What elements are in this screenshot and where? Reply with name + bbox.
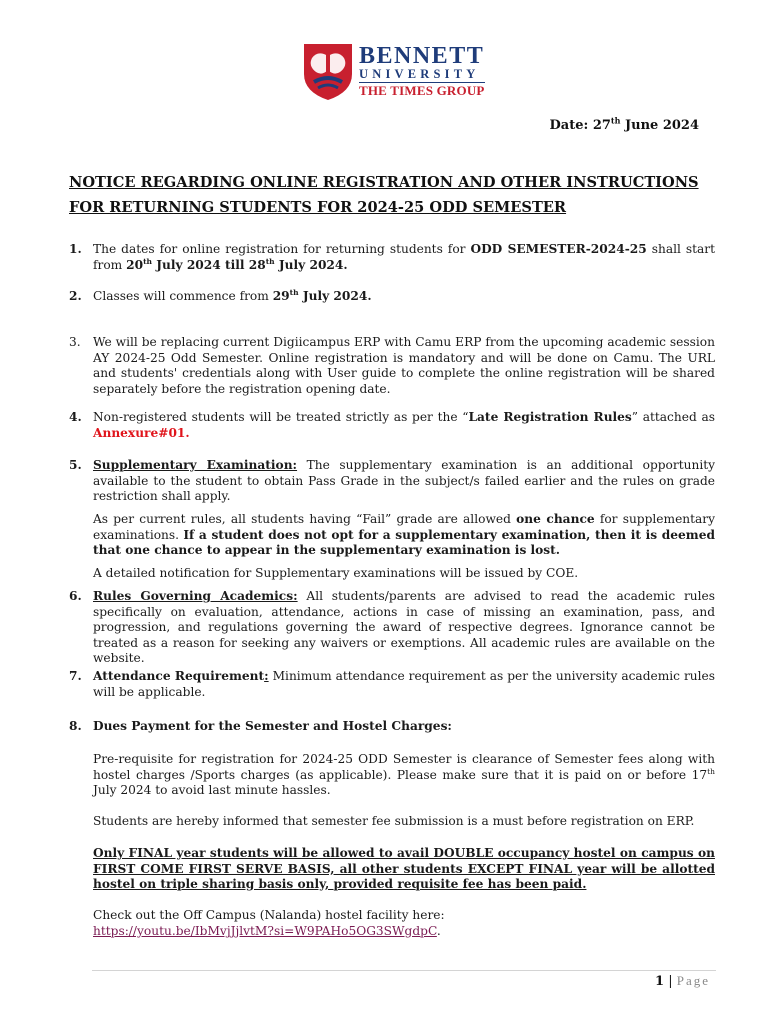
- annexure-link[interactable]: Annexure#01: [93, 425, 186, 440]
- list-item-7: 7. Attendance Requirement: Minimum attendance requirement as per the university academic rules will be applicable.: [69, 669, 715, 699]
- logo-subtitle: UNIVERSITY: [359, 68, 485, 83]
- notice-date: Date: 27th June 2024: [549, 115, 699, 133]
- hostel-video-link[interactable]: https://youtu.be/IbMvjJjlvtM?si=W9PAHo5OG3SWgdpC: [93, 924, 437, 938]
- list-item-6: 6. Rules Governing Academics: All students/parents are advised to read the academic rules specifically on evaluation, attendance, actions in case of missing an examination, pass, and progression, and regulations governing the award of respective degrees. Ignorance cannot be treated as a reason for seeking any waivers or exemptions. All academic rules are available on the website.: [69, 589, 715, 665]
- supplementary-notification: A detailed notification for Supplementary examinations will be issued by COE.: [93, 566, 579, 580]
- list-item-2: 2. Classes will commence from 29th July 2024.: [69, 287, 372, 303]
- list-item-5: 5. Supplementary Examination: The supplementary examination is an additional opportunity available to the student to obtain Pass Grade in the subject/s failed earlier and the rules on grade restriction shall apply.: [69, 458, 716, 503]
- logo-group: THE TIMES GROUP: [359, 83, 485, 98]
- list-item-3: 3. We will be replacing current Digiicampus ERP with Camu ERP from the upcoming academic session AY 2024-25 Odd Semester. Online registration is mandatory and will be done on Camu. The URL and students' credentials along with User guide to complete the online registration will be shared separately before the registration opening date.: [69, 335, 715, 396]
- list-item-4: 4. Non-registered students will be treated strictly as per the “Late Registration Rules” attached as Annexure#01.: [69, 410, 715, 440]
- university-logo: [300, 40, 500, 104]
- logo-name: BENNETT: [359, 43, 485, 69]
- supplementary-rules-paragraph: As per current rules, all students having “Fail” grade are allowed one chance for supplementary examinations. If a student does not opt for a supplementary examination, then it is deemed that one chance to appear in the supplementary examination is lost.: [93, 512, 716, 557]
- hostel-allotment-note: Only FINAL year students will be allowed to avail DOUBLE occupancy hostel on campus on FIRST COME FIRST SERVE BASIS, all other students EXCEPT FINAL year will be allotted hostel on triple sharing basis only, provided requisite fee has been paid.: [93, 846, 715, 891]
- hostel-video-line: https://youtu.be/IbMvjJjlvtM?si=W9PAHo5OG3SWgdpC.: [93, 924, 441, 938]
- page-footer: 1 | Page: [655, 973, 710, 989]
- notice-title: NOTICE REGARDING ONLINE REGISTRATION AND OTHER INSTRUCTIONS FOR RETURNING STUDENTS FOR 2024-25 ODD SEMESTER: [69, 174, 699, 216]
- list-item-8: 8. Dues Payment for the Semester and Hostel Charges:: [69, 719, 452, 733]
- page-number: 1: [655, 974, 665, 989]
- footer-divider: [92, 970, 716, 971]
- dues-paragraph: Pre-requisite for registration for 2024-25 ODD Semester is clearance of Semester fees along with hostel charges /Sports charges (as applicable). Please make sure that it is paid on or before 17th July 2024 to avoid last minute hassles.: [93, 752, 715, 797]
- fee-submission-note: Students are hereby informed that semester fee submission is a must before registration on ERP.: [93, 814, 695, 828]
- crest-icon: [300, 40, 356, 102]
- list-item-1: 1. The dates for online registration for returning students for ODD SEMESTER-2024-25 shall start from 20th July 2024 till 28th July 2024.: [69, 242, 715, 272]
- hostel-facility-note: Check out the Off Campus (Nalanda) hostel facility here:: [93, 908, 445, 922]
